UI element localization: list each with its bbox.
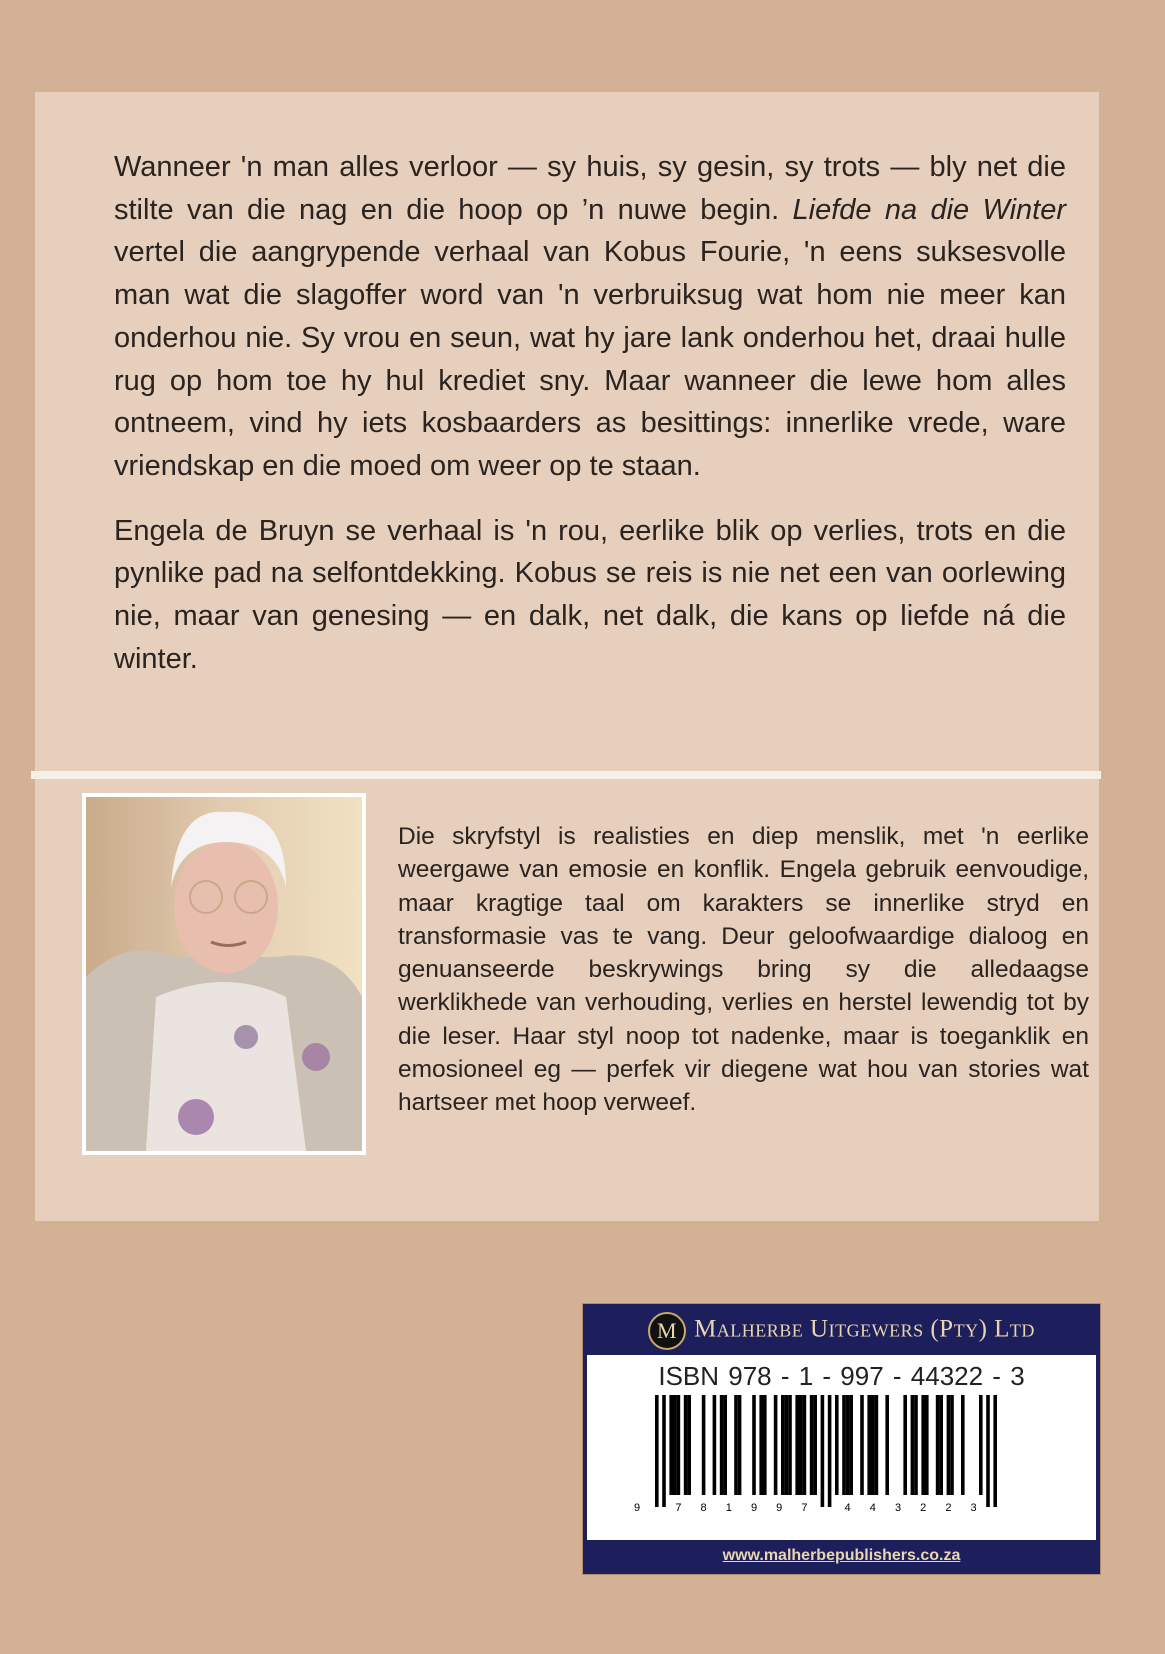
barcode-bar bbox=[860, 1395, 864, 1495]
barcode-digit: 9 bbox=[750, 1502, 758, 1514]
barcode-bar bbox=[669, 1395, 673, 1495]
publisher-name: Malherbe Uitgewers (Pty) Ltd bbox=[694, 1315, 1035, 1343]
barcode-bar bbox=[875, 1395, 879, 1495]
barcode-bar bbox=[993, 1395, 997, 1507]
barcode-digit: 1 bbox=[725, 1502, 732, 1514]
barcode-bar bbox=[885, 1395, 889, 1495]
barcode-bar bbox=[738, 1395, 742, 1495]
barcode-bar bbox=[849, 1395, 853, 1495]
barcode-digit: 9 bbox=[633, 1502, 641, 1514]
publisher-header bbox=[583, 1312, 1100, 1350]
barcode-bar bbox=[821, 1395, 825, 1507]
barcode-bar bbox=[803, 1395, 807, 1495]
barcode-digit: 9 bbox=[776, 1502, 783, 1514]
barcode-bar bbox=[734, 1395, 738, 1495]
barcode bbox=[627, 1395, 1047, 1520]
barcode-bar bbox=[947, 1395, 951, 1495]
barcode-digit: 8 bbox=[700, 1502, 707, 1514]
barcode-bar bbox=[673, 1395, 677, 1495]
barcode-bar bbox=[702, 1395, 706, 1495]
barcode-bar bbox=[961, 1395, 965, 1495]
blurb-paragraph-2: Engela de Bruyn se verhaal is 'n rou, eerlike blik op verlies, trots en die pynlike pad na selfontdekking. Kobus se reis is nie net een van oorlewing nie, maar van genesing — en dalk, net dalk, die kans op liefde ná die winter. bbox=[114, 514, 1066, 675]
barcode-digit: 4 bbox=[844, 1502, 851, 1514]
barcode-bar bbox=[842, 1395, 846, 1495]
blurb-text: Wanneer 'n man alles verloor — sy huis, sy gesin, sy trots — bly net die stilte van die nag en die hoop op ’n nuwe begin. bbox=[114, 151, 1066, 226]
barcode-digit: 7 bbox=[801, 1502, 808, 1514]
barcode-bar bbox=[684, 1395, 688, 1495]
isbn-barcode-box bbox=[582, 1303, 1101, 1575]
barcode-label bbox=[587, 1355, 1096, 1540]
barcode-digit: 3 bbox=[970, 1502, 977, 1514]
barcode-bar bbox=[950, 1395, 954, 1495]
barcode-bar bbox=[903, 1395, 907, 1495]
author-bio: Die skryfstyl is realisties en diep menslik, met 'n eerlike weergawe van emosie en konflik. Engela gebruik eenvoudige, maar kragtige taal om karakters se innerlike stryd en transformasie vas te vang. Deur geloofwaardige dialoog en genuanseerde beskrywings bring sy die alledaagse werklikhede van verhouding, verlies en herstel lewendig tot by die leser. Haar styl noop tot nadenke, maar is toeganklik en emosioneel eg — perfek vir diegene wat hou van stories wat hartseer met hoop verweef. bbox=[398, 823, 1089, 1117]
barcode-bar bbox=[846, 1395, 850, 1495]
barcode-digit: 7 bbox=[675, 1502, 682, 1514]
barcode-bar bbox=[813, 1395, 817, 1495]
barcode-bar bbox=[936, 1395, 940, 1495]
publisher-logo-icon: M bbox=[648, 1312, 686, 1350]
barcode-bar bbox=[828, 1395, 832, 1507]
barcode-bar bbox=[662, 1395, 666, 1507]
barcode-bar bbox=[810, 1395, 814, 1495]
blurb bbox=[114, 146, 1066, 702]
barcode-bar bbox=[871, 1395, 875, 1495]
barcode-bar bbox=[655, 1395, 659, 1507]
barcode-bar bbox=[720, 1395, 724, 1495]
barcode-bar bbox=[687, 1395, 691, 1495]
isbn-number: ISBN 978 - 1 - 997 - 44322 - 3 bbox=[658, 1361, 1025, 1391]
barcode-bar bbox=[785, 1395, 789, 1495]
barcode-bar bbox=[939, 1395, 943, 1495]
barcode-bar bbox=[795, 1395, 799, 1495]
blurb-paragraph-1 bbox=[114, 146, 1066, 488]
barcode-digit: 4 bbox=[869, 1502, 876, 1514]
barcode-bar bbox=[752, 1395, 756, 1495]
barcode-bar bbox=[788, 1395, 792, 1495]
barcode-bar bbox=[781, 1395, 785, 1495]
barcode-bar bbox=[921, 1395, 925, 1495]
barcode-bar bbox=[799, 1395, 803, 1495]
barcode-bar bbox=[979, 1395, 983, 1495]
barcode-bar bbox=[759, 1395, 763, 1495]
barcode-bar bbox=[986, 1395, 990, 1507]
barcode-bar bbox=[867, 1395, 871, 1495]
barcode-digit: 2 bbox=[945, 1502, 952, 1514]
barcode-bar bbox=[713, 1395, 717, 1495]
blurb-text: vertel die aangrypende verhaal van Kobus Fourie, 'n eens suksesvolle man wat die slagoffer word van 'n verbruiksug wat hom nie meer kan onderhou nie. Sy vrou en seun, wat hy jare lank onderhou het, draai hulle rug op hom toe hy hul krediet sny. Maar wanneer die lewe hom alles ontneem, vind hy iets kosbaarders as besittings: innerlike vrede, ware vriendskap en die moed om weer op te staan. bbox=[114, 236, 1066, 482]
barcode-bar bbox=[763, 1395, 767, 1495]
author-photo bbox=[82, 793, 366, 1155]
barcode-bar bbox=[911, 1395, 915, 1495]
barcode-bar bbox=[925, 1395, 929, 1495]
publisher-url-link[interactable]: www.malherbepublishers.co.za bbox=[722, 1547, 961, 1564]
barcode-bar bbox=[835, 1395, 839, 1495]
barcode-bar bbox=[774, 1395, 778, 1495]
barcode-bar bbox=[914, 1395, 918, 1495]
barcode-bar bbox=[723, 1395, 727, 1495]
barcode-digit: 3 bbox=[894, 1502, 902, 1514]
barcode-bar bbox=[677, 1395, 681, 1495]
barcode-digit: 2 bbox=[920, 1502, 927, 1514]
book-title: Liefde na die Winter bbox=[792, 193, 1066, 226]
divider bbox=[31, 771, 1101, 779]
